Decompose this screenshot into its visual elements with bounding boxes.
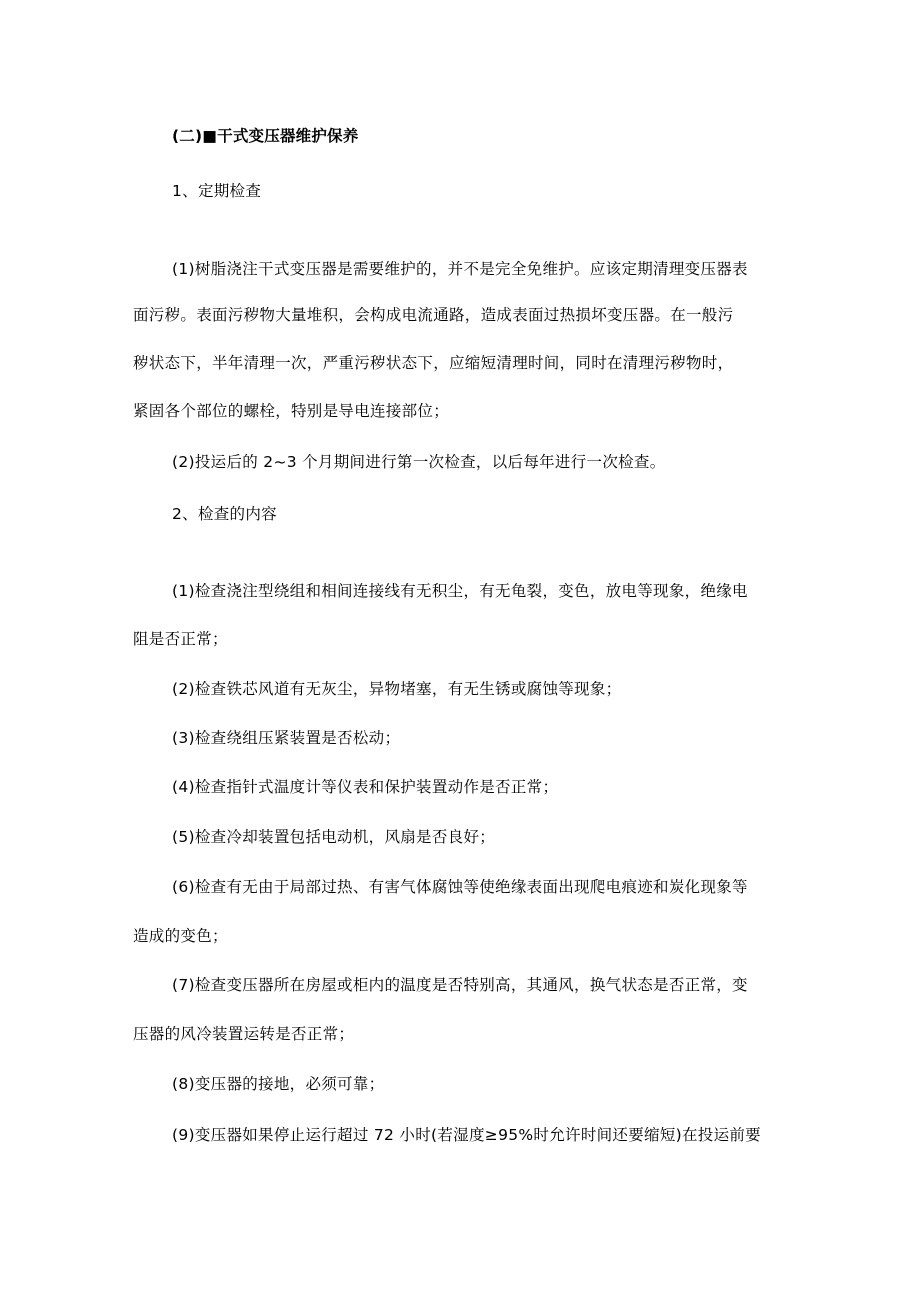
paragraph-line: (9)变压器如果停止运行超过 72 小时(若湿度≥95%时允许时间还要缩短)在投运前要	[172, 1126, 761, 1144]
paragraph-line: (2)投运后的 2~3 个月期间进行第一次检查，以后每年进行一次检查。	[172, 453, 666, 471]
paragraph-line: 造成的变色；	[133, 927, 228, 945]
paragraph-line: 阻是否正常；	[133, 630, 228, 648]
paragraph-line: 紧固各个部位的螺栓，特别是导电连接部位；	[133, 402, 450, 420]
paragraph-line: (8)变压器的接地，必须可靠；	[172, 1075, 385, 1093]
section2-title: 2、检查的内容	[172, 505, 277, 523]
paragraph-line: (2)检查铁芯风道有无灰尘，异物堵塞，有无生锈或腐蚀等现象；	[172, 680, 622, 698]
section-heading: (二)■干式变压器维护保养	[172, 127, 359, 145]
paragraph-line: (3)检查绕组压紧装置是否松动；	[172, 729, 401, 747]
section1-title: 1、定期检查	[172, 182, 262, 200]
paragraph-line: (7)检查变压器所在房屋或柜内的温度是否特别高，其通风，换气状态是否正常，变	[172, 976, 748, 994]
paragraph-line: (6)检查有无由于局部过热、有害气体腐蚀等使绝缘表面出现爬电痕迹和炭化现象等	[172, 878, 748, 896]
paragraph-line: (1)树脂浇注干式变压器是需要维护的，并不是完全免维护。应该定期清理变压器表	[172, 260, 748, 278]
paragraph-line: (5)检查冷却装置包括电动机，风扇是否良好；	[172, 828, 496, 846]
paragraph-line: 秽状态下，半年清理一次，严重污秽状态下，应缩短清理时间，同时在清理污秽物时，	[133, 354, 734, 372]
paragraph-line: (4)检查指针式温度计等仪表和保护装置动作是否正常；	[172, 778, 559, 796]
paragraph-line: 压器的风冷装置运转是否正常；	[133, 1025, 355, 1043]
paragraph-line: (1)检查浇注型绕组和相间连接线有无积尘，有无龟裂，变色，放电等现象，绝缘电	[172, 582, 748, 600]
paragraph-line: 面污秽。表面污秽物大量堆积，会构成电流通路，造成表面过热损坏变压器。在一般污	[133, 306, 734, 324]
